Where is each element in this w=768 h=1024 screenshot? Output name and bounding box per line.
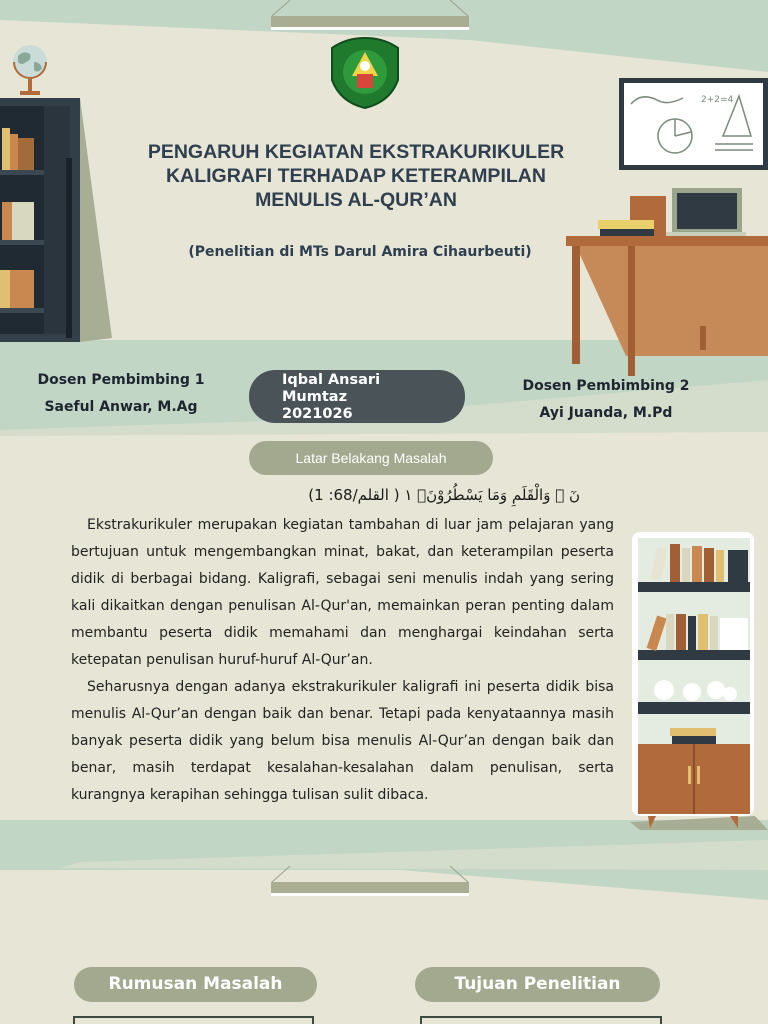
globe-icon (8, 40, 54, 102)
advisor-1-role: Dosen Pembimbing 1 (37, 372, 205, 388)
title-line-2: KALIGRAFI TERHADAP KETERAMPILAN (166, 165, 546, 187)
title-line-1: PENGARUH KEGIATAN EKSTRAKURIKULER (147, 141, 565, 163)
student-id: 2021026 (282, 406, 353, 422)
section-heading-rumusan-masalah: Rumusan Masalah (74, 967, 317, 1002)
poster-title (110, 140, 602, 212)
student-info-pill (249, 370, 465, 423)
advisor-1-name: Saeful Anwar, M.Ag (44, 399, 198, 415)
student-name-line-2: Mumtaz (282, 389, 348, 405)
section-heading-latar-belakang: Latar Belakang Masalah (249, 441, 493, 475)
svg-text:2+2=4: 2+2=4 (701, 95, 734, 105)
whiteboard-illustration (619, 78, 768, 170)
bookcase-cabinet-illustration (630, 530, 768, 832)
advisor-2-name: Ayi Juanda, M.Pd (539, 405, 673, 421)
background-body-text (71, 512, 614, 809)
poster-subtitle: (Penelitian di MTs Darul Amira Cihaurbeuti) (188, 244, 532, 260)
rumusan-masalah-box (73, 1016, 314, 1024)
university-shield-logo (328, 36, 402, 110)
title-line-3: MENULIS AL-QUR’AN (255, 189, 457, 211)
advisor-2 (502, 373, 710, 427)
body-paragraph-2: Seharusnya dengan adanya ekstrakurikuler kaligrafi ini peserta didik bisa menulis Al-Qur’an dengan baik dan benar. Tetapi pada kenyataannya masih banyak peserta didik yang belum bisa menulis Al-Qur’an dengan baik dan benar, masih terdapat kesalahan-kesalahan dalam penulisan, serta kurangnya kerapihan sehingga tulisan sulit dibaca. (71, 679, 614, 803)
tujuan-penelitian-box (420, 1016, 662, 1024)
body-paragraph-1: Ekstrakurikuler merupakan kegiatan tambahan di luar jam pelajaran yang bertujuan untuk mengembangkan minat, bakat, dan keterampilan peserta didik di berbagai bidang. Kaligrafi, sebagai seni menulis indah yang sering kali dikaitkan dengan penulisan Al-Qur'an, memainkan peran penting dalam membantu peserta didik memahami dan menghargai keindahan serta ketepatan penulisan huruf-huruf Al-Qur’an. (71, 517, 614, 668)
section-heading-tujuan-penelitian: Tujuan Penelitian (415, 967, 660, 1002)
student-name-line-1: Iqbal Ansari (282, 372, 381, 388)
left-bookshelf-illustration (0, 98, 112, 342)
desk-illustration (566, 186, 768, 378)
quran-verse: نٓ ۚ وَالْقَلَمِ وَمَا يَسْطُرُوْنَۙ ١ ( القلم/68: 1) (308, 486, 580, 504)
advisor-2-role: Dosen Pembimbing 2 (522, 378, 690, 394)
advisor-1 (18, 367, 224, 421)
